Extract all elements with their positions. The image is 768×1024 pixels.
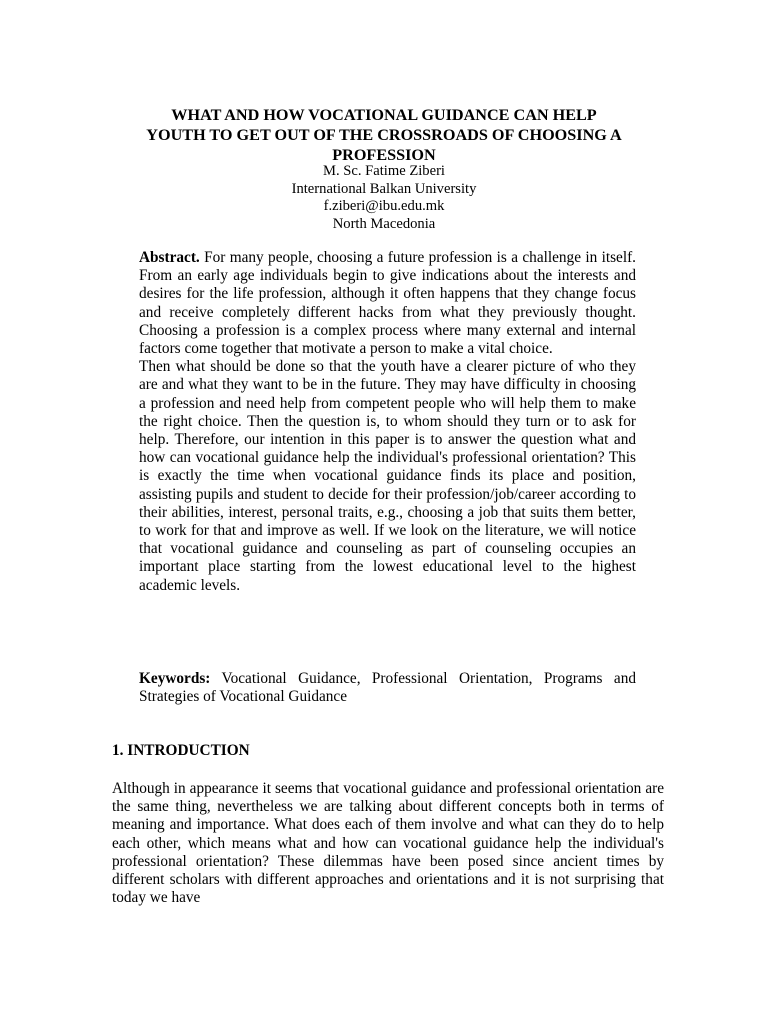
abstract-text: For many people, choosing a future profession is a challenge in itself. From an early age individuals begin to give indications about the interests and desires for the life profession, although it often happens that they change focus and receive completely different hacks from what they previously thought. Choosing a profession is a complex process where many external and internal factors come together that motivate a person to make a vital choice. bbox=[139, 249, 636, 358]
abstract-paragraph bbox=[139, 249, 636, 358]
abstract-label: Abstract. bbox=[139, 249, 200, 266]
title-line: PROFESSION bbox=[332, 146, 436, 164]
title-line: YOUTH TO GET OUT OF THE CROSSROADS OF CHOOSING A bbox=[146, 126, 622, 144]
abstract-section bbox=[139, 249, 636, 595]
introduction-paragraph: Although in appearance it seems that vocational guidance and professional orientation are the same thing, nevertheless we are talking about different concepts both in terms of meaning and importance. What does each of them involve and what can they do to help each other, which means what and how can vocational guidance help the individual's professional orientation? These dilemmas have been posed since ancient times by different scholars with different approaches and orientations and it is not surprising that today we have bbox=[112, 780, 664, 907]
keywords-text: Vocational Guidance, Professional Orientation, Programs and Strategies of Vocational Guidance bbox=[139, 670, 636, 706]
author-block bbox=[100, 163, 668, 233]
section-heading-introduction: 1. INTRODUCTION bbox=[112, 742, 250, 759]
author-country: North Macedonia bbox=[332, 215, 436, 232]
author-name: M. Sc. Fatime Ziberi bbox=[322, 163, 445, 179]
author-email: f.ziberi@ibu.edu.mk bbox=[323, 198, 445, 214]
title-line: WHAT AND HOW VOCATIONAL GUIDANCE CAN HELP bbox=[171, 106, 597, 124]
author-affiliation: International Balkan University bbox=[291, 180, 477, 197]
keywords-section bbox=[139, 670, 636, 706]
paper-title bbox=[100, 105, 668, 165]
abstract-paragraph: Then what should be done so that the youth have a clearer picture of who they are and what they want to be in the future. They may have difficulty in choosing a profession and need help from competent people who will help them to make the right choice. Then the question is, to whom should they turn or to ask for help. Therefore, our intention in this paper is to answer the question what and how can vocational guidance help the individual's professional orientation? This is exactly the time when vocational guidance finds its place and position, assisting pupils and student to decide for their profession/job/career according to their abilities, interest, personal traits, e.g., choosing a job that suits them better, to work for that and improve as well. If we look on the literature, we will notice that vocational guidance and counseling as part of counseling occupies an important place starting from the lowest educational level to the highest academic levels. bbox=[139, 358, 636, 594]
keywords-label: Keywords: bbox=[139, 670, 211, 687]
